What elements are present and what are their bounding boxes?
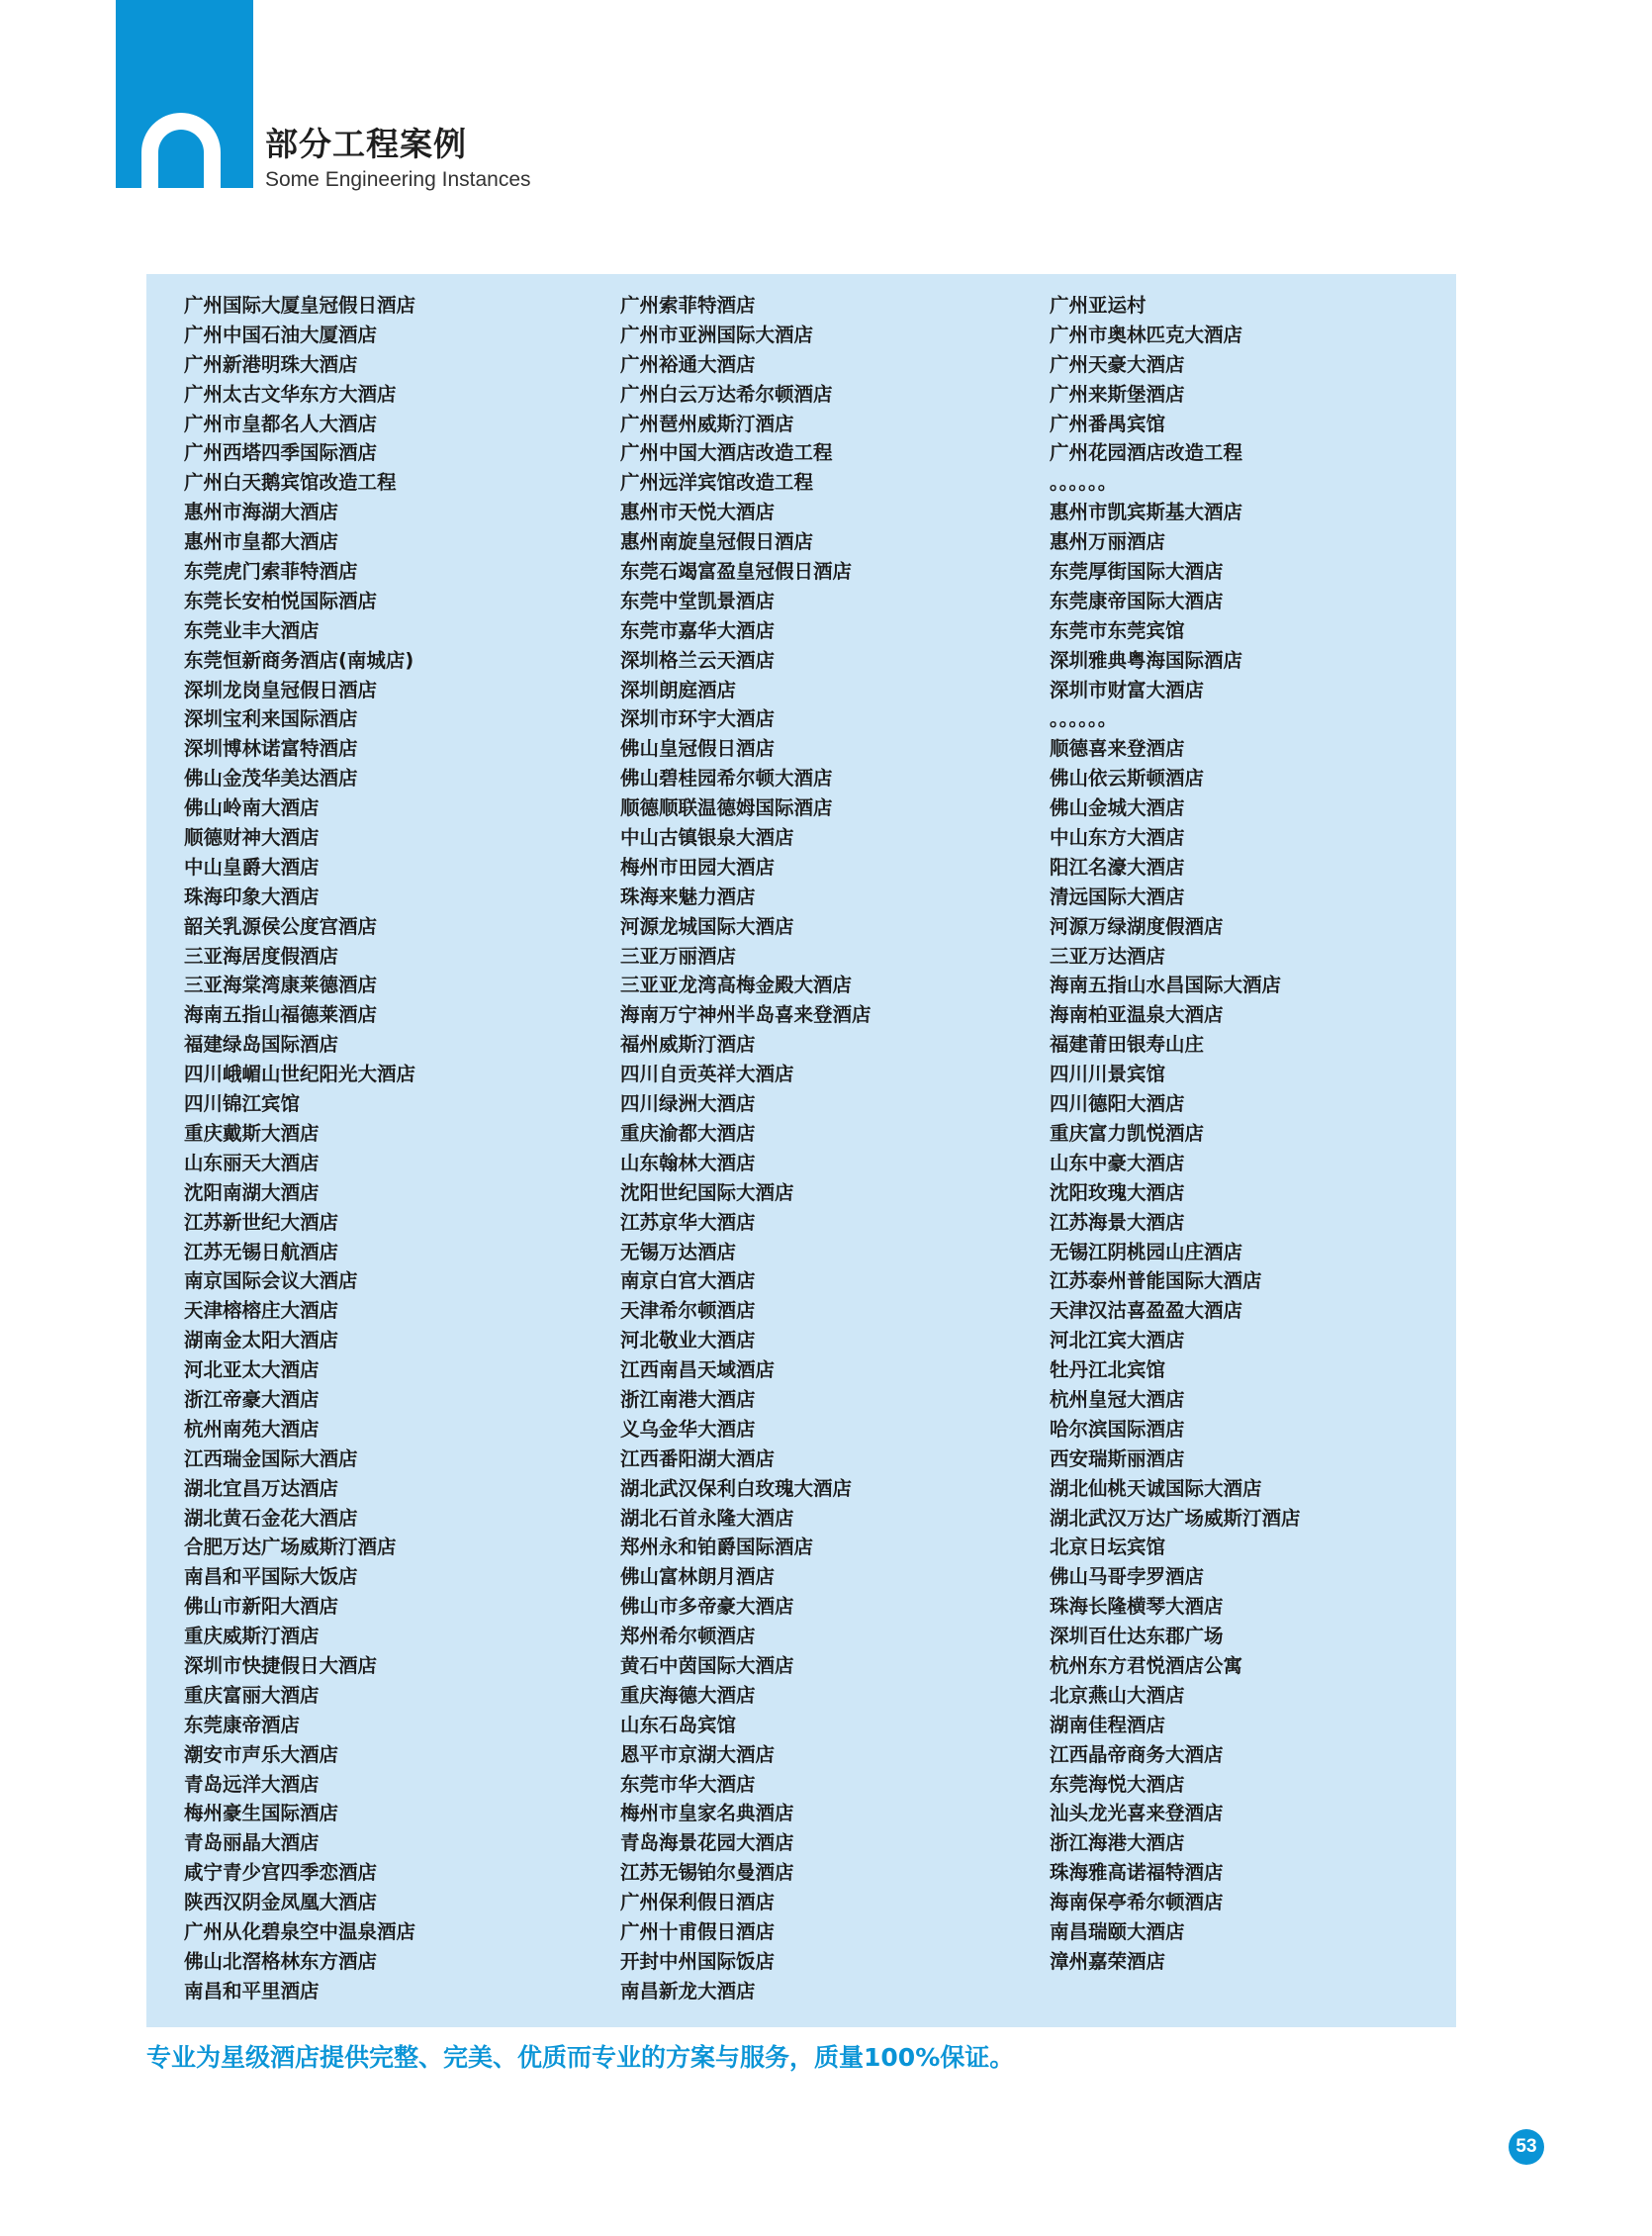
list-item: 佛山市新阳大酒店 bbox=[184, 1595, 339, 1619]
list-item: 顺德喜来登酒店 bbox=[1050, 737, 1185, 761]
list-item: 广州来斯堡酒店 bbox=[1050, 382, 1185, 406]
list-item: 天津榕榕庄大酒店 bbox=[184, 1299, 339, 1323]
list-item: 浙江南港大酒店 bbox=[620, 1387, 756, 1411]
circle-logo-icon bbox=[141, 113, 221, 188]
list-item: 东莞厚街国际大酒店 bbox=[1050, 560, 1224, 584]
list-item: 江西晶帝商务大酒店 bbox=[1050, 1742, 1224, 1766]
list-item: 哈尔滨国际酒店 bbox=[1050, 1417, 1185, 1441]
list-item: 中山东方大酒店 bbox=[1050, 826, 1185, 850]
list-item: 河源万绿湖度假酒店 bbox=[1050, 914, 1224, 938]
list-item: 重庆渝都大酒店 bbox=[620, 1121, 756, 1145]
list-item: 南昌瑞颐大酒店 bbox=[1050, 1919, 1185, 1943]
list-item: 重庆戴斯大酒店 bbox=[184, 1121, 320, 1145]
list-item: 湖北石首永隆大酒店 bbox=[620, 1506, 794, 1530]
list-item: 江苏海景大酒店 bbox=[1050, 1210, 1185, 1234]
list-item: 无锡江阴桃园山庄酒店 bbox=[1050, 1240, 1243, 1263]
list-item: 南昌和平里酒店 bbox=[184, 1979, 320, 2003]
list-item: 惠州市海湖大酒店 bbox=[184, 501, 339, 524]
list-item: 山东中豪大酒店 bbox=[1050, 1151, 1185, 1174]
list-item: 北京日坛宾馆 bbox=[1050, 1536, 1166, 1559]
list-item: 杭州皇冠大酒店 bbox=[1050, 1387, 1185, 1411]
list-item: 开封中州国际饭店 bbox=[620, 1949, 776, 1973]
list-item: 广州市亚洲国际大酒店 bbox=[620, 323, 814, 346]
list-item: 江苏京华大酒店 bbox=[620, 1210, 756, 1234]
list-item: 江西瑞金国际大酒店 bbox=[184, 1446, 358, 1470]
list-item: 四川峨嵋山世纪阳光大酒店 bbox=[184, 1063, 416, 1086]
list-item: 惠州市皇都大酒店 bbox=[184, 530, 339, 554]
footer-tagline: 专业为星级酒店提供完整、完美、优质而专业的方案与服务，质量100%保证。 bbox=[146, 2043, 1015, 2072]
list-item: 湖南佳程酒店 bbox=[1050, 1713, 1166, 1736]
list-item: 四川川景宾馆 bbox=[1050, 1063, 1166, 1086]
list-item: 湖北武汉万达广场威斯汀酒店 bbox=[1050, 1506, 1301, 1530]
list-item: 三亚亚龙湾高梅金殿大酒店 bbox=[620, 974, 853, 997]
page-subtitle: Some Engineering Instances bbox=[265, 168, 531, 191]
list-item: 海南柏亚温泉大酒店 bbox=[1050, 1003, 1224, 1027]
list-item: 广州番禺宾馆 bbox=[1050, 412, 1166, 435]
list-item: 河北敬业大酒店 bbox=[620, 1329, 756, 1352]
list-item: 中山皇爵大酒店 bbox=[184, 855, 320, 879]
list-item: 佛山市多帝豪大酒店 bbox=[620, 1595, 794, 1619]
list-item: 重庆威斯汀酒店 bbox=[184, 1625, 320, 1648]
list-item: 广州索菲特酒店 bbox=[620, 294, 756, 317]
list-item: 合肥万达广场威斯汀酒店 bbox=[184, 1536, 397, 1559]
list-item: 佛山碧桂园希尔顿大酒店 bbox=[620, 767, 833, 791]
list-item: 青岛海景花园大酒店 bbox=[620, 1831, 794, 1855]
list-item: 汕头龙光喜来登酒店 bbox=[1050, 1802, 1224, 1825]
list-item: 佛山富林朗月酒店 bbox=[620, 1565, 776, 1589]
list-item: 广州白天鹅宾馆改造工程 bbox=[184, 471, 397, 495]
list-item: 郑州永和铂爵国际酒店 bbox=[620, 1536, 814, 1559]
list-item: 广州远洋宾馆改造工程 bbox=[620, 471, 814, 495]
list-item: 海南万宁神州半岛喜来登酒店 bbox=[620, 1003, 872, 1027]
list-item: 重庆富丽大酒店 bbox=[184, 1683, 320, 1707]
list-item: 湖北武汉保利白玫瑰大酒店 bbox=[620, 1476, 853, 1500]
list-item: 广州中国石油大厦酒店 bbox=[184, 323, 378, 346]
list-item: 东莞业丰大酒店 bbox=[184, 618, 320, 642]
list-item: 福建莆田银寿山庄 bbox=[1050, 1033, 1205, 1057]
list-item: 广州从化碧泉空中温泉酒店 bbox=[184, 1919, 416, 1943]
list-item: 黄石中茵国际大酒店 bbox=[620, 1653, 794, 1677]
list-item: 深圳雅典粤海国际酒店 bbox=[1050, 648, 1243, 672]
list-item: 东莞中堂凯景酒店 bbox=[620, 589, 776, 612]
list-item: 南京国际会议大酒店 bbox=[184, 1269, 358, 1293]
list-item: 南昌新龙大酒店 bbox=[620, 1979, 756, 2003]
list-item: 江西番阳湖大酒店 bbox=[620, 1446, 776, 1470]
list-item: 三亚万丽酒店 bbox=[620, 944, 737, 968]
list-item: 东莞市华大酒店 bbox=[620, 1772, 756, 1796]
list-item: 山东石岛宾馆 bbox=[620, 1713, 737, 1736]
list-item: 佛山北滘格林东方酒店 bbox=[184, 1949, 378, 1973]
page-number-badge: 53 bbox=[1509, 2129, 1544, 2165]
list-item: 湖北黄石金花大酒店 bbox=[184, 1506, 358, 1530]
list-item: 梅州市田园大酒店 bbox=[620, 855, 776, 879]
list-item: 广州保利假日酒店 bbox=[620, 1891, 776, 1914]
list-item: 南京白宫大酒店 bbox=[620, 1269, 756, 1293]
list-item: 天津希尔顿酒店 bbox=[620, 1299, 756, 1323]
list-item: 珠海长隆横琴大酒店 bbox=[1050, 1595, 1224, 1619]
list-item: 重庆海德大酒店 bbox=[620, 1683, 756, 1707]
list-item: 海南五指山福德莱酒店 bbox=[184, 1003, 378, 1027]
list-item: 三亚海居度假酒店 bbox=[184, 944, 339, 968]
list-item: 深圳市环宇大酒店 bbox=[620, 707, 776, 731]
list-item: 阳江名濠大酒店 bbox=[1050, 855, 1185, 879]
list-item: 。。。。。。 bbox=[1050, 707, 1118, 731]
list-item: 东莞康帝国际大酒店 bbox=[1050, 589, 1224, 612]
list-item: 梅州豪生国际酒店 bbox=[184, 1802, 339, 1825]
list-item: 漳州嘉荣酒店 bbox=[1050, 1949, 1166, 1973]
list-item: 沈阳南湖大酒店 bbox=[184, 1180, 320, 1204]
list-item: 珠海印象大酒店 bbox=[184, 885, 320, 908]
list-item: 四川锦江宾馆 bbox=[184, 1092, 301, 1116]
project-column-3 bbox=[1050, 291, 1301, 1977]
list-item: 江苏新世纪大酒店 bbox=[184, 1210, 339, 1234]
list-item: 韶关乳源侯公度宫酒店 bbox=[184, 914, 378, 938]
list-item: 无锡万达酒店 bbox=[620, 1240, 737, 1263]
list-item: 四川德阳大酒店 bbox=[1050, 1092, 1185, 1116]
list-item: 南昌和平国际大饭店 bbox=[184, 1565, 358, 1589]
list-item: 佛山金城大酒店 bbox=[1050, 796, 1185, 820]
list-item: 深圳朗庭酒店 bbox=[620, 678, 737, 701]
list-item: 珠海来魅力酒店 bbox=[620, 885, 756, 908]
list-item: 恩平市京湖大酒店 bbox=[620, 1742, 776, 1766]
project-list-panel bbox=[146, 274, 1456, 2027]
list-item: 广州市皇都名人大酒店 bbox=[184, 412, 378, 435]
list-item: 义乌金华大酒店 bbox=[620, 1417, 756, 1441]
list-item: 佛山金茂华美达酒店 bbox=[184, 767, 358, 791]
list-item: 广州裕通大酒店 bbox=[620, 352, 756, 376]
list-item: 西安瑞斯丽酒店 bbox=[1050, 1446, 1185, 1470]
list-item: 杭州东方君悦酒店公寓 bbox=[1050, 1653, 1243, 1677]
list-item: 深圳龙岗皇冠假日酒店 bbox=[184, 678, 378, 701]
list-item: 江苏无锡铂尔曼酒店 bbox=[620, 1861, 794, 1885]
list-item: 三亚海棠湾康莱德酒店 bbox=[184, 974, 378, 997]
list-item: 福建绿岛国际酒店 bbox=[184, 1033, 339, 1057]
list-item: 东莞长安柏悦国际酒店 bbox=[184, 589, 378, 612]
list-item: 惠州万丽酒店 bbox=[1050, 530, 1166, 554]
list-item: 广州太古文华东方大酒店 bbox=[184, 382, 397, 406]
list-item: 梅州市皇家名典酒店 bbox=[620, 1802, 794, 1825]
list-item: 福州威斯汀酒店 bbox=[620, 1033, 756, 1057]
list-item: 青岛远洋大酒店 bbox=[184, 1772, 320, 1796]
list-item: 广州市奥林匹克大酒店 bbox=[1050, 323, 1243, 346]
list-item: 珠海雅高诺福特酒店 bbox=[1050, 1861, 1224, 1885]
list-item: 重庆富力凯悦酒店 bbox=[1050, 1121, 1205, 1145]
list-item: 广州中国大酒店改造工程 bbox=[620, 441, 833, 465]
list-item: 河北亚太大酒店 bbox=[184, 1358, 320, 1382]
list-item: 惠州市凯宾斯基大酒店 bbox=[1050, 501, 1243, 524]
list-item: 顺德财神大酒店 bbox=[184, 826, 320, 850]
list-item: 广州西塔四季国际酒店 bbox=[184, 441, 378, 465]
list-item: 北京燕山大酒店 bbox=[1050, 1683, 1185, 1707]
list-item: 沈阳世纪国际大酒店 bbox=[620, 1180, 794, 1204]
list-item: 东莞虎门索菲特酒店 bbox=[184, 560, 358, 584]
list-item: 广州白云万达希尔顿酒店 bbox=[620, 382, 833, 406]
list-item: 四川绿洲大酒店 bbox=[620, 1092, 756, 1116]
list-item: 河源龙城国际大酒店 bbox=[620, 914, 794, 938]
list-item: 深圳市财富大酒店 bbox=[1050, 678, 1205, 701]
list-item: 海南保亭希尔顿酒店 bbox=[1050, 1891, 1224, 1914]
list-item: 江苏泰州普能国际大酒店 bbox=[1050, 1269, 1262, 1293]
list-item: 深圳百仕达东郡广场 bbox=[1050, 1625, 1224, 1648]
list-item: 湖南金太阳大酒店 bbox=[184, 1329, 339, 1352]
list-item: 广州亚运村 bbox=[1050, 294, 1147, 317]
list-item: 郑州希尔顿酒店 bbox=[620, 1625, 756, 1648]
list-item: 东莞市嘉华大酒店 bbox=[620, 618, 776, 642]
list-item: 广州十甫假日酒店 bbox=[620, 1919, 776, 1943]
list-item: 东莞石竭富盈皇冠假日酒店 bbox=[620, 560, 853, 584]
list-item: 佛山马哥孛罗酒店 bbox=[1050, 1565, 1205, 1589]
list-item: 中山古镇银泉大酒店 bbox=[620, 826, 794, 850]
list-item: 顺德顺联温德姆国际酒店 bbox=[620, 796, 833, 820]
list-item: 东莞恒新商务酒店(南城店) bbox=[184, 648, 414, 672]
list-item: 牡丹江北宾馆 bbox=[1050, 1358, 1166, 1382]
list-item: 清远国际大酒店 bbox=[1050, 885, 1185, 908]
list-item: 山东翰林大酒店 bbox=[620, 1151, 756, 1174]
list-item: 。。。。。。 bbox=[1050, 471, 1118, 495]
list-item: 湖北仙桃天诚国际大酒店 bbox=[1050, 1476, 1262, 1500]
page-title: 部分工程案例 bbox=[265, 125, 467, 163]
list-item: 咸宁青少宫四季恋酒店 bbox=[184, 1861, 378, 1885]
list-item: 青岛丽晶大酒店 bbox=[184, 1831, 320, 1855]
list-item: 浙江海港大酒店 bbox=[1050, 1831, 1185, 1855]
list-item: 佛山依云斯顿酒店 bbox=[1050, 767, 1205, 791]
list-item: 江西南昌天域酒店 bbox=[620, 1358, 776, 1382]
list-item: 天津汉沽喜盈盈大酒店 bbox=[1050, 1299, 1243, 1323]
list-item: 东莞市东莞宾馆 bbox=[1050, 618, 1185, 642]
list-item: 广州琶州威斯汀酒店 bbox=[620, 412, 794, 435]
list-item: 佛山岭南大酒店 bbox=[184, 796, 320, 820]
list-item: 广州国际大厦皇冠假日酒店 bbox=[184, 294, 416, 317]
list-item: 东莞康帝酒店 bbox=[184, 1713, 301, 1736]
list-item: 深圳市快捷假日大酒店 bbox=[184, 1653, 378, 1677]
list-item: 惠州南旋皇冠假日酒店 bbox=[620, 530, 814, 554]
list-item: 广州新港明珠大酒店 bbox=[184, 352, 358, 376]
list-item: 深圳博林诺富特酒店 bbox=[184, 737, 358, 761]
list-item: 三亚万达酒店 bbox=[1050, 944, 1166, 968]
list-item: 潮安市声乐大酒店 bbox=[184, 1742, 339, 1766]
list-item: 湖北宜昌万达酒店 bbox=[184, 1476, 339, 1500]
project-column-2 bbox=[620, 291, 872, 2006]
list-item: 陕西汉阴金凤凰大酒店 bbox=[184, 1891, 378, 1914]
list-item: 东莞海悦大酒店 bbox=[1050, 1772, 1185, 1796]
project-column-1 bbox=[184, 291, 415, 2006]
list-item: 广州花园酒店改造工程 bbox=[1050, 441, 1243, 465]
list-item: 佛山皇冠假日酒店 bbox=[620, 737, 776, 761]
list-item: 浙江帝豪大酒店 bbox=[184, 1387, 320, 1411]
list-item: 山东丽天大酒店 bbox=[184, 1151, 320, 1174]
list-item: 广州天豪大酒店 bbox=[1050, 352, 1185, 376]
list-item: 四川自贡英祥大酒店 bbox=[620, 1063, 794, 1086]
list-item: 海南五指山水昌国际大酒店 bbox=[1050, 974, 1282, 997]
list-item: 深圳宝利来国际酒店 bbox=[184, 707, 358, 731]
list-item: 杭州南苑大酒店 bbox=[184, 1417, 320, 1441]
list-item: 惠州市天悦大酒店 bbox=[620, 501, 776, 524]
list-item: 沈阳玫瑰大酒店 bbox=[1050, 1180, 1185, 1204]
list-item: 深圳格兰云天酒店 bbox=[620, 648, 776, 672]
list-item: 河北江宾大酒店 bbox=[1050, 1329, 1185, 1352]
list-item: 江苏无锡日航酒店 bbox=[184, 1240, 339, 1263]
